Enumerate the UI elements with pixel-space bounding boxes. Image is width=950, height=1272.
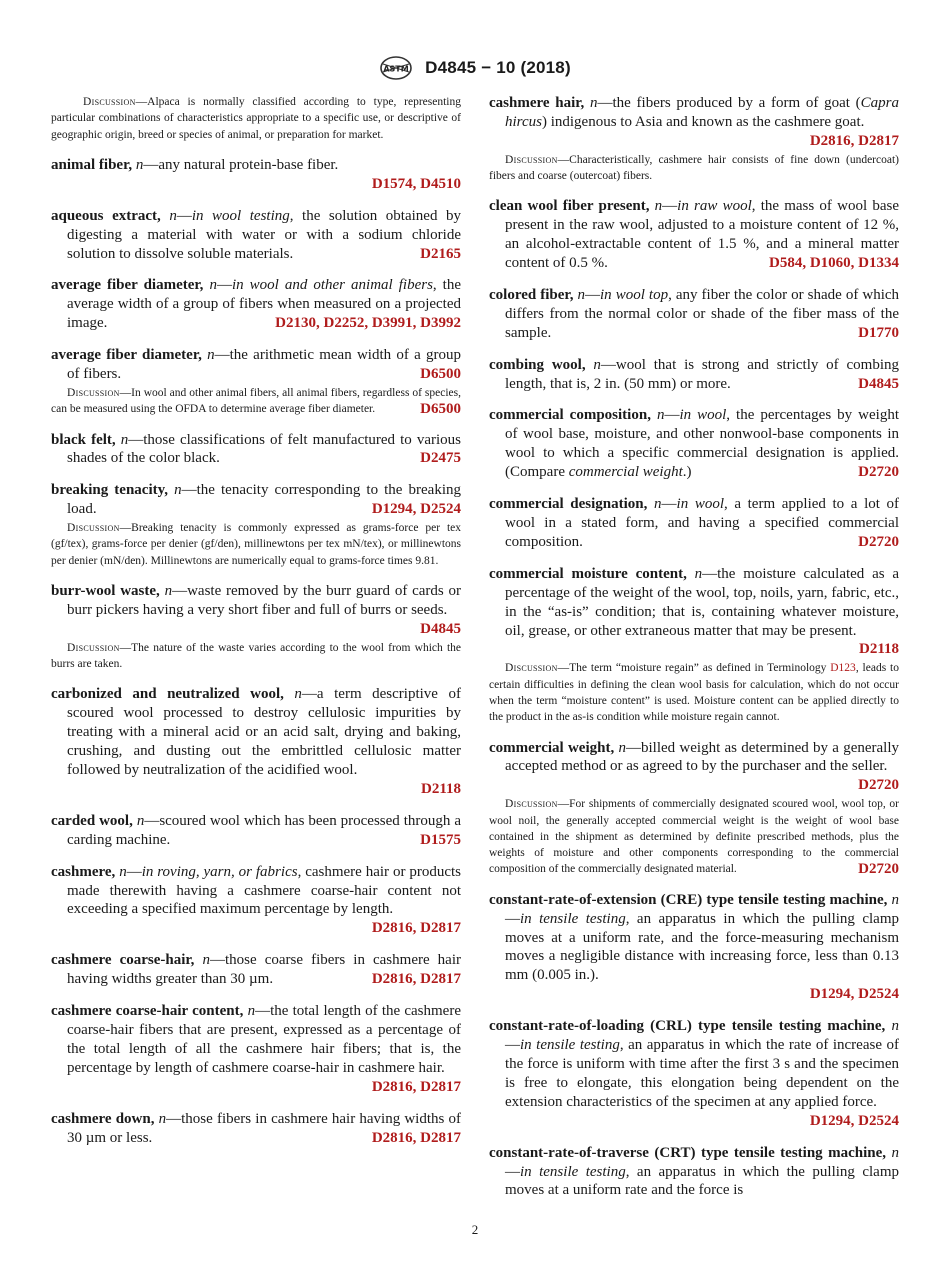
term-entry: cashmere, n—in roving, yarn, or fabrics, cashmere hair or products made therewith having a cashmere coarse-hair content not exceeding a specified maximum percentage by length. D2816, D2817 (51, 863, 461, 937)
reference-links[interactable]: D4845 (858, 375, 899, 392)
reference-links[interactable]: D6500 (420, 401, 461, 418)
reference-links[interactable]: D584, D1060, D1334 (769, 255, 899, 272)
term-entry: constant-rate-of-loading (CRL) type tensile testing machine, n—in tensile testing, an apparatus in which the rate of increase of the force is uniform with time after the first 3 s and the specimen is free to elongate, this elongation being dependent on the extension characteristics of the specimen at any applied force. D1294, D2524 (489, 1018, 899, 1129)
term-entry: commercial moisture content, n—the moisture calculated as a percentage of the weight of the wool, top, noils, yarn, fabric, etc., in the “as-is” condition; that is, containing whatever moisture, oil, grease, or other extraneous matter that may be present. D2118 Discussion—The term “moisture regain” as defined in Terminology D123, leads to certain difficulties in defining the clean wool basis for calculation, which do not occur when the term “moisture content” is used. Moisture content can be applied directly to the product in the as-is condition while moisture regain cannot. (489, 565, 899, 726)
term-entry: colored fiber, n—in wool top, any fiber the color or shade of which differs from the normal color or shade of the fiber mass of the sample. D1770 (489, 286, 900, 341)
reference-links[interactable]: D4845 (420, 620, 461, 637)
reference-links[interactable]: D2720 (858, 777, 899, 794)
discussion-note: Discussion—Breaking tenacity is commonly expressed as grams-force per tex (gf/tex), grams-force per denier (gf/den), millinewtons per tex mN/tex), or millinewtons per denier (mN/den). Millinewtons are numerically equal to grams-force times 9.81. (51, 522, 461, 567)
term-entry: commercial designation, n—in wool, a term applied to a lot of wool in a stated form, and having a specified commercial composition. D2720 (489, 496, 900, 550)
reference-links[interactable]: D2130, D2252, D3991, D3992 (275, 315, 461, 332)
reference-links[interactable]: D1575 (420, 831, 461, 848)
term-entry: animal fiber, n—any natural protein-base fiber. D1574, D4510 (51, 156, 461, 192)
term-entry: constant-rate-of-extension (CRE) type tensile testing machine, n—in tensile testing, an apparatus in which the pulling clamp moves at a uniform rate, and the force-measuring mechanism moves a negligible distance with increasing force, less than 0.13 mm (0.005 in.). D1294, D2524 (489, 891, 900, 1003)
reference-links[interactable]: D1294, D2524 (809, 986, 899, 1003)
term-entry: carbonized and neutralized wool, n—a term descriptive of scoured wool processed to destroy cellulosic impurities by treating with a mineral acid or an acid salt, drying and baking, crushing, and dusting out the embrittled cellulosic matter followed by neutralization of the acidified wool. D2118 (51, 686, 461, 797)
reference-links[interactable]: D2165 (420, 245, 461, 262)
reference-links[interactable]: D1770 (858, 324, 899, 341)
reference-links[interactable]: D2816, D2817 (371, 1129, 461, 1146)
discussion-note: Discussion—The term “moisture regain” as defined in Terminology D123, leads to certain difficulties in defining the clean wool basis for calculation, which do not occur when the term “moisture content” is used. Moisture content can be applied directly to the product in the as-is condition while moisture regain cannot. (489, 662, 899, 724)
reference-links[interactable]: D2816, D2817 (371, 971, 461, 988)
astm-logo-icon (379, 55, 413, 81)
page-number: 2 (471, 1222, 479, 1237)
reference-links[interactable]: D1294, D2524 (371, 501, 461, 518)
svg-text:ASTM: ASTM (383, 64, 409, 74)
discussion-note: Discussion—For shipments of commercially designated scoured wool, wool top, or wool noil, the generally accepted commercial weight is the weight of wool base contained in the shipment as determined by definite prescribed methods, plus the weights of moisture and other components corresponding to the commercial composition of the commercially designated material. D2720 (489, 798, 899, 878)
reference-links[interactable]: D2118 (420, 780, 461, 797)
reference-links[interactable]: D2720 (858, 533, 899, 550)
discussion-note: Discussion—In wool and other animal fibers, all animal fibers, regardless of species, can be measured using the OFDA to determine average fiber diameter. D6500 (51, 386, 461, 418)
reference-links[interactable]: D1294, D2524 (809, 1112, 899, 1129)
left-column (51, 94, 461, 1160)
term-entry: commercial composition, n—in wool, the percentages by weight of wool base, moisture, and other nonwool-base components in wool to which a specific commercial designation is applied. (Compare commercial weight.) D2720 (489, 407, 899, 481)
term-entry: aqueous extract, n—in wool testing, the solution obtained by digesting a material with water or with a sodium chloride solution to dissolve soluble materials. D2165 (51, 207, 461, 262)
reference-links[interactable]: D2720 (858, 464, 899, 481)
term-entry: cashmere coarse-hair, n—those coarse fibers in cashmere hair having widths greater than 30 µm. D2816, D2817 (51, 952, 461, 988)
reference-link[interactable]: D123 (830, 662, 856, 675)
reference-links[interactable]: D1574, D4510 (371, 175, 461, 192)
term-entry: black felt, n—those classifications of felt manufactured to various shades of the color black. D2475 (51, 431, 462, 467)
discussion-note: Discussion—The nature of the waste varies according to the wool from which the burrs are taken. (51, 641, 461, 671)
term-entry: carded wool, n—scoured wool which has been processed through a carding machine. D1575 (51, 812, 461, 848)
reference-links[interactable]: D2118 (858, 641, 899, 658)
reference-links[interactable]: D2816, D2817 (371, 1078, 461, 1095)
term-entry: breaking tenacity, n—the tenacity corresponding to the breaking load. D1294, D2524 Discussion—Breaking tenacity is commonly expressed as grams-force per tex (gf/tex), grams-force per denier (gf/den), millinewtons per tex mN/tex), or millinewtons per denier (mN/den). Millinewtons are numerically equal to grams-force times 9.81. (51, 481, 461, 569)
reference-links[interactable]: D2475 (420, 450, 461, 467)
reference-links[interactable]: D6500 (420, 366, 461, 383)
term-entry: cashmere down, n—those fibers in cashmere hair having widths of 30 µm or less. D2816, D2817 (51, 1110, 462, 1146)
term-entry: cashmere hair, n—the fibers produced by a form of goat (Capra hircus) indigenous to Asia and known as the cashmere goat. D2816, D2817 Discussion—Characteristically, cashmere hair consists of fine down (undercoat) fibers and coarse (outercoat) fibers. (489, 94, 899, 184)
term-entry: commercial weight, n—billed weight as determined by a generally accepted method or as agreed to by the purchaser and the seller. D2720 Discussion—For shipments of commercially designated scoured wool, wool top, or wool noil, the generally accepted commercial weight is the weight of wool base contained in the shipment as determined by definite prescribed methods, plus the weights of moisture and other components corresponding to the commercial composition of the commercially designated material. D2720 (489, 739, 900, 878)
reference-links[interactable]: D2816, D2817 (371, 920, 461, 937)
term-entry: burr-wool waste, n—waste removed by the burr guard of cards or burr pickers having a very short fiber and full of burrs or seeds. D4845 Discussion—The nature of the waste varies according to the wool from which the burrs are taken. (51, 582, 461, 672)
reference-links[interactable]: D2816, D2817 (809, 132, 899, 149)
term-entry: combing wool, n—wool that is strong and strictly of combing length, that is, 2 in. (50 mm) or more. D4845 (489, 356, 899, 392)
term-entry: average fiber diameter, n—in wool and other animal fibers, the average width of a group of fibers when measured on a projected image. D2130, D2252, D3991, D3992 (51, 277, 462, 332)
right-column (489, 94, 899, 1213)
term-entry: cashmere coarse-hair content, n—the total length of the cashmere coarse-hair fibers that are present, expressed as a percentage of the total length of all the cashmere hair fibers; that is, the percentage by length of cashmere coarse-hair in cashmere hair. D2816, D2817 (51, 1003, 461, 1095)
discussion-note: Discussion—Characteristically, cashmere hair consists of fine down (undercoat) fibers and coarse (outercoat) fibers. (489, 153, 899, 183)
term-entry: average fiber diameter, n—the arithmetic mean width of a group of fibers. D6500 Discussion—In wool and other animal fibers, all animal fibers, regardless of species, can be measured using the OFDA to determine average fiber diameter. D6500 (51, 347, 461, 418)
term-entry: clean wool fiber present, n—in raw wool, the mass of wool base present in the raw wool, adjusted to a moisture content of 12 %, an alcohol-extractable content of 1.5 %, and a mineral matter content of 0.5 %. D584, D1060, D1334 (489, 198, 899, 272)
discussion-note: Discussion—Alpaca is normally classified according to type, representing particular combinations of characteristics appropriate to a specific use, or descriptive of geographic origin, breed or species of animal, or preparation for market. (51, 96, 461, 141)
page-header (0, 55, 950, 81)
document-id: D4845 − 10 (2018) (425, 58, 571, 77)
term-entry: constant-rate-of-traverse (CRT) type tensile testing machine, n—in tensile testing, an apparatus in which the pulling clamp moves at a uniform rate and the force is (489, 1144, 900, 1199)
reference-links[interactable]: D2720 (858, 861, 899, 878)
